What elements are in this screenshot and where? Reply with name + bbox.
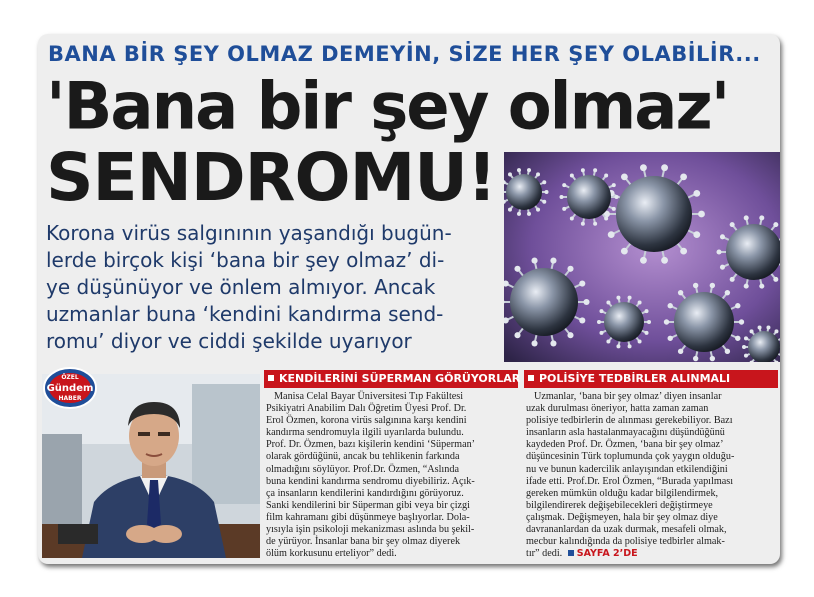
virus-spike-tip (645, 309, 649, 313)
virus-spike-tip (514, 332, 520, 338)
lead-line: ye düşünüyor ve önlem almıyor. Ancak (46, 275, 436, 299)
section2-title: POLİSİYE TEDBİRLER ALINMALI (539, 372, 731, 385)
section1-body (266, 391, 516, 560)
virus-spike-tip (579, 317, 585, 323)
virus-particle (616, 176, 692, 252)
body-line: kaydeden Prof. Dr. Özmen, ‘bana bir şey olmaz’ (526, 439, 724, 451)
lead-line: uzmanlar buna ‘kendini kandırma send- (46, 302, 444, 326)
virus-spike-tip (562, 183, 566, 187)
virus-spike-tip (750, 329, 754, 333)
virus-spike-tip (599, 331, 603, 335)
virus-spike-tip (536, 208, 540, 212)
virus-particle (604, 302, 644, 342)
virus-spike-tip (593, 222, 597, 226)
virus-spike-tip (621, 173, 628, 180)
virus-spike-tip (668, 303, 673, 308)
body-line: Prof. Dr. Özmen, bazı kişilerin kendini ‘Süperman’ (266, 439, 476, 451)
virus-spike-tip (567, 332, 573, 338)
virus-spike-tip (517, 212, 521, 216)
virus-spike-tip (730, 222, 735, 227)
virus-spike-tip (730, 277, 735, 282)
virus-spike-tip (527, 168, 531, 172)
body-line: olmadığını söylüyor. Prof.Dr. Özmen, “Aslında (266, 463, 459, 475)
virus-spike-tip (678, 290, 683, 295)
body-line: Sanki kendilerini bir Süperman gibi veya bir çizgi (266, 499, 470, 511)
virus-spike-tip (678, 349, 683, 354)
virus-spike-tip (545, 190, 549, 194)
virus-spike-tip (640, 257, 647, 264)
body-line: uzak durulması öneriyor, hatta zaman zaman (526, 403, 709, 415)
virus-spike-tip (606, 300, 610, 304)
body-line: polisiye tedbirlerin de alınması gerekebiliyor. Bazı (526, 415, 733, 427)
virus-spike-tip (725, 349, 730, 354)
body-line: davrananlardan da uzak durmak, mesafeli olmak, (526, 524, 727, 536)
section1-title: KENDİLERİNİ SÜPERMAN GÖRÜYORLAR (279, 372, 521, 385)
body-line: mecbur kalındığında da polisiye tedbirler almak- (526, 536, 725, 548)
virus-spike-tip (744, 284, 749, 289)
virus-spike-tip (615, 195, 619, 199)
virus-spike-tip (739, 319, 744, 324)
last-line-text: tır” dedi. (526, 548, 563, 560)
virus-spike-tip (508, 172, 512, 176)
logo-middle-text: Gündem (46, 383, 94, 394)
logo-bottom-text: HABER (58, 395, 82, 402)
virus-spike-tip (612, 207, 616, 211)
virus-spike-tip (742, 345, 746, 349)
virus-spike-tip (579, 280, 585, 286)
virus-spike-tip (661, 164, 668, 171)
body-line: Erol Özmen, korona virüs salgınına karşı kendini (266, 415, 467, 427)
virus-spike-tip (773, 277, 778, 282)
virus-spike-tip (562, 207, 566, 211)
virus-particle (510, 268, 578, 336)
body-line: kandırma sendromuyla ilgili uyarılarda bulundu. (266, 427, 464, 439)
body-line: gereken mümkün olduğu kadar bilgilendirmek, (526, 487, 719, 499)
virus-spike-tip (628, 344, 632, 348)
virus-spike-tip (593, 168, 597, 172)
section2-title-bar (524, 370, 778, 388)
body-line: film kahramanı gibi düşünmeye başlıyorlar. Dola- (266, 511, 470, 523)
page-reference-text: SAYFA 2’DE (576, 548, 638, 560)
body-line: olarak gördüğünü, ancak bu tehlikenin farkında (266, 451, 460, 463)
body-line: düşüncesinin Türk toplumunda çok yaygın olduğu- (526, 451, 735, 463)
virus-spike-tip (570, 173, 574, 177)
body-line: nu ve bunun kadercilik anlayışından etkilendiğini (526, 463, 728, 475)
body-line: Uzmanlar, ‘bana bir şey olmaz’ diyen insanlar (534, 391, 722, 402)
virus-spike-tip (581, 222, 585, 226)
virus-spike-tip (720, 234, 725, 239)
virus-spike-tip (766, 326, 770, 330)
body-line: ifade etti. Prof.Dr. Erol Özmen, “Burada yapılması (526, 475, 734, 487)
virus-spike-tip (638, 300, 642, 304)
virus-spike-tip (638, 340, 642, 344)
main-headline: 'Bana bir şey olmaz' (46, 69, 729, 145)
square-bullet-icon (528, 375, 534, 381)
virus-spike-tip (720, 265, 725, 270)
virus-spike-tip (693, 190, 700, 197)
virus-spike-tip (527, 212, 531, 216)
virus-spike-tip (693, 231, 700, 238)
virus-spike-tip (645, 331, 649, 335)
virus-spike-tip (773, 222, 778, 227)
virus-spike-tip (664, 319, 669, 324)
virus-spike-tip (774, 329, 778, 333)
virus-spike-tip (621, 248, 628, 255)
virus-spike-tip (680, 173, 687, 180)
virus-spike-tip (542, 180, 546, 184)
body-line: yısıyla işin psikoloji mekanizması aslında bu şekil- (266, 524, 475, 536)
body-line: insanların asla hastalanmayacağını düşündüğünü (526, 427, 725, 439)
lead-line: Korona virüs salgınının yaşandığı bugün- (46, 221, 452, 245)
virus-spike-tip (560, 195, 564, 199)
virus-spike-tip (725, 290, 730, 295)
virus-spike-tip (698, 211, 705, 218)
virus-spike-tip (536, 172, 540, 176)
virus-spike-tip (570, 217, 574, 221)
main-headline-line2: SENDROMU! (46, 139, 496, 216)
virus-spike-tip (514, 266, 520, 272)
virus-spike-tip (599, 309, 603, 313)
virus-spike-tip (759, 284, 764, 289)
body-line: ölüm korkusunu erteliyor” dedi. (266, 548, 397, 560)
newspaper-clipping (38, 34, 780, 564)
virus-particle (506, 174, 542, 210)
section1-title-bar (264, 370, 521, 388)
virus-spike-tip (693, 356, 698, 361)
body-line: çalışmak. Değişmeyen, hala bir şey olmaz diye (526, 511, 718, 523)
virus-spike-tip (744, 336, 748, 340)
body-line: ça insanların kendilerini kandırdığını görüyoruz. (266, 487, 464, 499)
kicker-headline: BANA BİR ŞEY OLMAZ DEMEYİN, SİZE HER ŞEY OLABİLİR... (48, 42, 761, 66)
virus-spike-tip (710, 356, 715, 361)
virus-spike-tip (616, 296, 620, 300)
virus-spike-tip (606, 340, 610, 344)
coronavirus-illustration (504, 152, 780, 362)
lead-paragraph (46, 220, 506, 355)
virus-spike-tip (583, 299, 589, 305)
virus-spike-tip (531, 258, 537, 264)
virus-spike-tip (759, 215, 764, 220)
virus-spike-tip (550, 258, 556, 264)
lead-line: romu’ diyor ve ciddi şekilde uyarıyor (46, 329, 412, 353)
virus-spike-tip (612, 183, 616, 187)
lead-line: lerde birçok kişi ‘bana bir şey olmaz’ di- (46, 248, 445, 272)
virus-spike-tip (517, 168, 521, 172)
virus-spike-tip (640, 164, 647, 171)
body-line: buna kendini kandırma sendromu diyebiliriz. Açık- (266, 475, 475, 487)
virus-particle (674, 292, 734, 352)
body-line: bilgilendirerek değişebilecekleri değiştirmeye (526, 499, 713, 511)
virus-spike-tip (604, 217, 608, 221)
virus-spike-tip (661, 257, 668, 264)
virus-spike-tip (550, 340, 556, 346)
virus-spike-tip (531, 340, 537, 346)
virus-spike-tip (616, 344, 620, 348)
body-line: Psikiyatri Anabilim Dalı Öğretim Üyesi Prof. Dr. (266, 403, 467, 415)
virus-particle (726, 224, 780, 280)
virus-particle (748, 331, 780, 362)
square-bullet-icon (268, 375, 274, 381)
virus-spike-tip (597, 320, 601, 324)
virus-spike-tip (508, 208, 512, 212)
virus-spike-tip (628, 296, 632, 300)
virus-spike-tip (668, 336, 673, 341)
virus-spike-tip (542, 200, 546, 204)
body-line-last (526, 548, 776, 560)
virus-particle (567, 175, 611, 219)
virus-spike-tip (608, 231, 615, 238)
virus-spike-tip (693, 283, 698, 288)
square-bullet-icon (568, 550, 574, 556)
virus-spike-tip (744, 354, 748, 358)
virus-spike-tip (758, 326, 762, 330)
virus-spike-tip (680, 248, 687, 255)
page-reference[interactable] (565, 548, 638, 559)
body-line: Manisa Celal Bayar Üniversitesi Tıp Fakültesi (274, 391, 464, 402)
virus-spike-tip (735, 303, 740, 308)
virus-spike-tip (710, 283, 715, 288)
virus-spike-tip (567, 266, 573, 272)
ozel-gundem-haber-logo (42, 366, 98, 410)
virus-spike-tip (647, 320, 651, 324)
virus-spike-tip (735, 336, 740, 341)
section2-body (526, 391, 776, 560)
virus-spike-tip (604, 173, 608, 177)
virus-spike-tip (581, 168, 585, 172)
virus-spike-tip (716, 249, 721, 254)
logo-top-text: ÖZEL (61, 374, 79, 381)
body-line: de yürüyor. İnsanlar bana bir şey olmaz diyerek (266, 536, 461, 548)
virus-spike-tip (744, 215, 749, 220)
